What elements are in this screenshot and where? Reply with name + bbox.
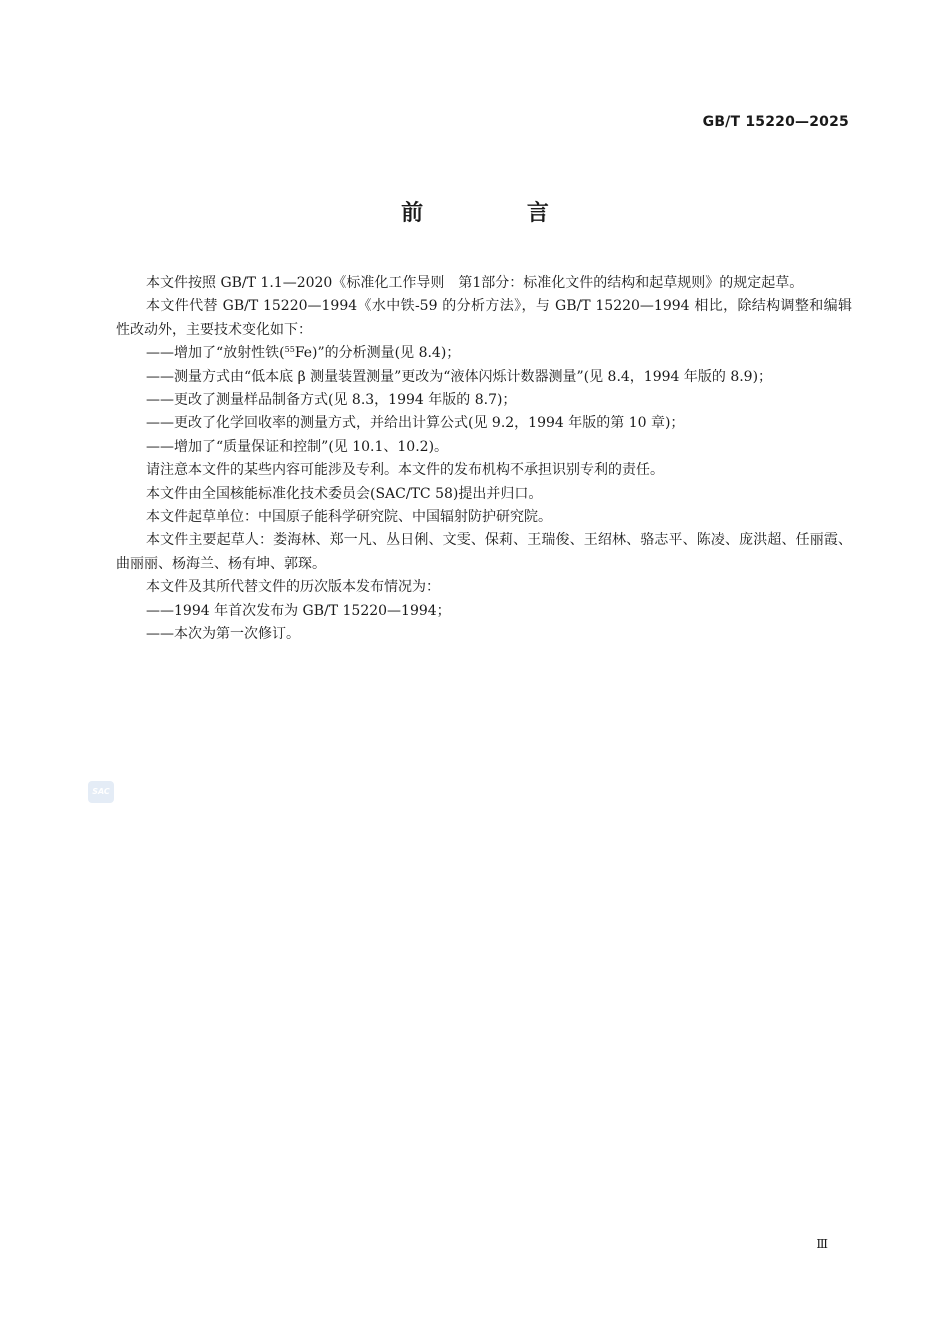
paragraph-drafting-rules: 本文件按照 GB/T 1.1—2020《标准化工作导则 第1部分：标准化文件的结构和起草规则》的规定起草。 <box>146 275 804 291</box>
change-item-text: Fe)”的分析测量(见 8.4)； <box>294 345 461 362</box>
paragraph-history-intro: 本文件及其所代替文件的历次版本发布情况为： <box>146 579 440 596</box>
change-item: ——更改了化学回收率的测量方式，并给出计算公式(见 9.2，1994 年版的第 10 章)； <box>146 415 685 432</box>
change-item: ——测量方式由“低本底 β 测量装置测量”更改为“液体闪烁计数器测量”(见 8.4，1994 年版的 8.9)； <box>146 368 773 385</box>
page-title: 前 言 <box>401 201 597 226</box>
change-item: ——更改了测量样品制备方式(见 8.3，1994 年版的 8.7)； <box>146 392 517 409</box>
change-item <box>116 342 852 365</box>
isotope-superscript: 55 <box>284 345 295 355</box>
paragraph-drafters: 本文件主要起草人：娄海林、郑一凡、丛日俐、文雯、保莉、王瑞俊、王绍林、骆志平、陈凌、庞洪超、任丽霞、曲丽丽、杨海兰、杨有坤、郭琛。 <box>116 532 852 572</box>
history-item: ——1994 年首次发布为 GB/T 15220—1994； <box>146 602 451 619</box>
history-item: ——本次为第一次修订。 <box>146 626 300 643</box>
paragraph-drafting-units: 本文件起草单位：中国原子能科学研究院、中国辐射防护研究院。 <box>146 509 552 526</box>
paragraph-committee: 本文件由全国核能标准化技术委员会(SAC/TC 58)提出并归口。 <box>146 485 543 502</box>
change-item-text: ——增加了“放射性铁( <box>146 345 285 362</box>
paragraph-replacement: 本文件代替 GB/T 15220—1994《水中铁-59 的分析方法》，与 GB/T 15220—1994 相比，除结构调整和编辑性改动外，主要技术变化如下： <box>116 298 852 338</box>
page-number: Ⅲ <box>816 1237 828 1251</box>
document-code: GB/T 15220—2025 <box>702 114 849 130</box>
sac-watermark-logo: SAC <box>88 781 114 803</box>
foreword-body <box>116 272 852 647</box>
paragraph-patent-notice: 请注意本文件的某些内容可能涉及专利。本文件的发布机构不承担识别专利的责任。 <box>146 462 664 479</box>
change-item: ——增加了“质量保证和控制”(见 10.1、10.2)。 <box>146 438 449 455</box>
